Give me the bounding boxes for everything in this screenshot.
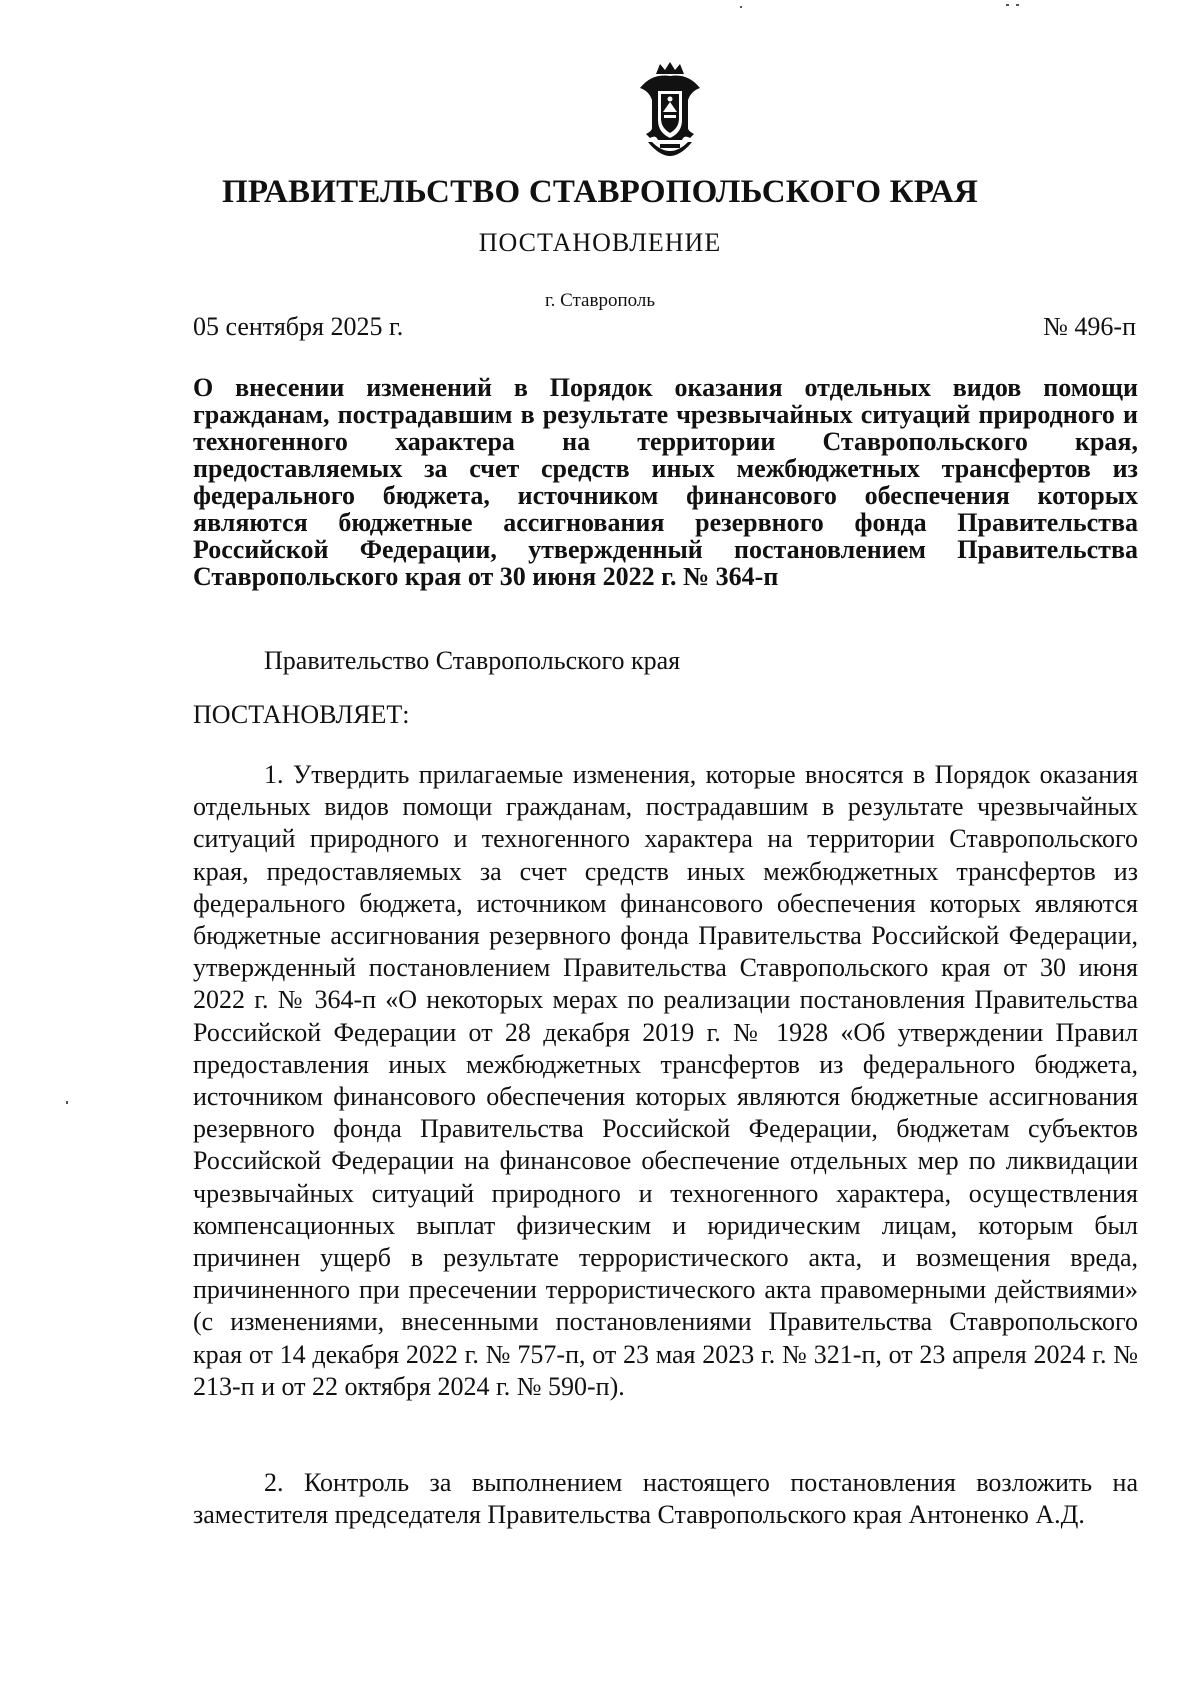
scan-speck [1006,4,1009,6]
document-title: О внесении изменений в Порядок оказания отдельных видов помощи гражданам, пострадавшим в результате чрезвычайных ситуаций природного и техногенного характера на территории Ставропольского края, предоставляемых за счет средств иных межбюджетных трансфертов из федерального бюджета, источником финансового обеспечения которых являются бюджетные ассигнования резервного фонда Правительства Российской Федерации, утвержденный постановлением Правительства Ставропольского края от 30 июня 2022 г. № 364-п [193,373,1138,591]
coat-of-arms-icon [630,60,710,160]
preamble-subject: Правительство Ставропольского края [264,646,681,675]
resolves-heading: ПОСТАНОВЛЯЕТ: [193,700,410,729]
scan-speck [1016,4,1019,6]
issue-city: г. Ставрополь [544,290,656,311]
issue-date: 05 сентября 2025 г. [193,312,404,341]
paragraph-2: 2. Контроль за выполнением настоящего постановления возложить на заместителя председателя Правительства Ставропольского края Антоненко А.Д. [193,1468,1138,1530]
document-type: ПОСТАНОВЛЕНИЕ [478,228,722,257]
scan-speck [740,6,742,8]
document-number: № 496-п [1043,312,1136,341]
issuing-authority: ПРАВИТЕЛЬСТВО СТАВРОПОЛЬСКОГО КРАЯ [221,174,979,210]
paragraph-1: 1. Утвердить прилагаемые изменения, которые вносятся в Порядок оказания отдельных видов помощи гражданам, пострадавшим в результате чрезвычайных ситуаций природного и техногенного характера на территории Ставропольского края, предоставляемых за счет средств иных межбюджетных трансфертов из федерального бюджета, источником финансового обеспечения которых являются бюджетные ассигнования резервного фонда Правительства Российской Федерации, утвержденный постановлением Правительства Ставропольского края от 30 июня 2022 г. № 364-п «О некоторых мерах по реализации постановления Правительства Российской Федерации от 28 декабря 2019 г. № 1928 «Об утверждении Правил предоставления иных межбюджетных трансфертов из федерального бюджета, источником финансового обеспечения которых являются бюджетные ассигнования резервного фонда Правительства Российской Федерации, бюджетам субъектов Российской Федерации на финансовое обеспечение отдельных мер по ликвидации чрезвычайных ситуаций природного и техногенного характера, осуществления компенсационных выплат физическим и юридическим лицам, которым был причинен ущерб в результате террористического акта, и возмещения вреда, причиненного при пресечении террористического акта правомерными действиями» (с изменениями, внесенными постановлениями Правительства Ставропольского края от 14 декабря 2022 г. № 757-п, от 23 мая 2023 г. № 321-п, от 23 апреля 2024 г. № 213-п и от 22 октября 2024 г. № 590-п). [193,760,1138,1401]
scan-speck [66,1101,68,1104]
